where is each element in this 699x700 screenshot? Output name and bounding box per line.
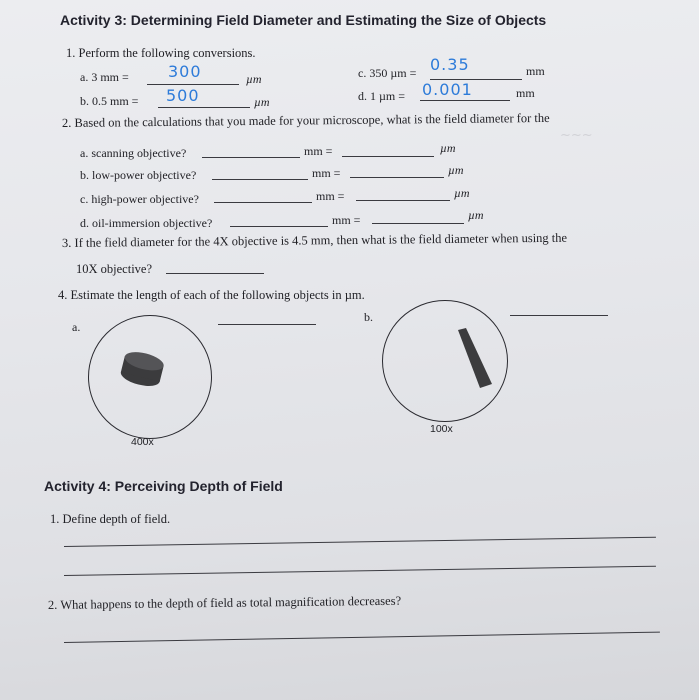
- q2a-label: a. scanning objective?: [80, 146, 187, 160]
- q4a-label: a.: [72, 320, 81, 334]
- activity4-title: Activity 4: Perceiving Depth of Field: [44, 478, 283, 494]
- mag-100x-label: 100x: [430, 423, 453, 435]
- q2c-um-line: [356, 200, 450, 201]
- q2c-mm-line: [214, 202, 312, 203]
- q3-line1: 3. If the field diameter for the 4X objective is 4.5 mm, then what is the field diameter when using the: [61, 230, 568, 250]
- q2c-um: µm: [454, 186, 470, 200]
- q2a-mm: mm =: [304, 144, 333, 158]
- q2b-mm-line: [212, 179, 308, 180]
- q1c-answer: 0.35: [430, 55, 470, 74]
- q1d-answer-line: [420, 100, 510, 101]
- specimen-shard: [450, 326, 500, 392]
- q4b-label: b.: [364, 310, 373, 324]
- q2d-um: µm: [468, 208, 484, 222]
- q1a-answer: 300: [168, 62, 202, 81]
- q2a-um-line: [342, 156, 434, 157]
- q1b-unit: µm: [254, 95, 270, 109]
- q2c-label: c. high-power objective?: [80, 192, 199, 206]
- q1d-unit: mm: [516, 86, 535, 100]
- a4-q2-prompt: 2. What happens to the depth of field as total magnification decreases?: [47, 593, 402, 612]
- q1a-unit: µm: [246, 72, 262, 86]
- a4-q1-line-1: [64, 537, 656, 547]
- q1c-label: c. 350 µm =: [358, 66, 417, 80]
- q2b-mm: mm =: [312, 166, 341, 180]
- q1-prompt: 1. Perform the following conversions.: [66, 46, 256, 60]
- a4-q1-prompt: 1. Define depth of field.: [50, 512, 171, 526]
- q1a-answer-line: [147, 84, 239, 85]
- bleed-through-mark: ~~~: [560, 128, 593, 143]
- q2b-um-line: [350, 177, 444, 178]
- q3-answer-line: [166, 273, 264, 274]
- activity3-title: Activity 3: Determining Field Diameter and Estimating the Size of Objects: [60, 12, 547, 28]
- q3-line2: 10X objective?: [76, 262, 153, 276]
- q2d-mm-line: [230, 226, 328, 227]
- q2d-label: d. oil-immersion objective?: [80, 216, 213, 230]
- q1b-answer: 500: [166, 86, 200, 105]
- q2a-mm-line: [202, 157, 300, 158]
- q1a-label: a. 3 mm =: [80, 70, 129, 84]
- q1d-answer: 0.001: [422, 80, 473, 99]
- q4-prompt: 4. Estimate the length of each of the following objects in µm.: [58, 288, 365, 302]
- q2b-um: µm: [448, 163, 464, 177]
- specimen-cylinder: [112, 345, 172, 395]
- q1b-label: b. 0.5 mm =: [80, 94, 139, 108]
- q1d-label: d. 1 µm =: [358, 89, 406, 103]
- q2b-label: b. low-power objective?: [80, 168, 197, 182]
- a4-q2-line: [64, 632, 660, 643]
- q1c-unit: mm: [526, 64, 545, 78]
- q2a-um: µm: [440, 141, 456, 155]
- mag-400x-label: 400x: [131, 436, 154, 448]
- q2-prompt: 2. Based on the calculations that you made for your microscope, what is the field diameter for the: [61, 110, 550, 130]
- q4a-answer-line: [218, 324, 316, 325]
- q2d-um-line: [372, 223, 464, 224]
- q4b-answer-line: [510, 315, 608, 316]
- q1b-answer-line: [158, 107, 250, 108]
- a4-q1-line-2: [64, 566, 656, 576]
- q2c-mm: mm =: [316, 189, 345, 203]
- q2d-mm: mm =: [332, 213, 361, 227]
